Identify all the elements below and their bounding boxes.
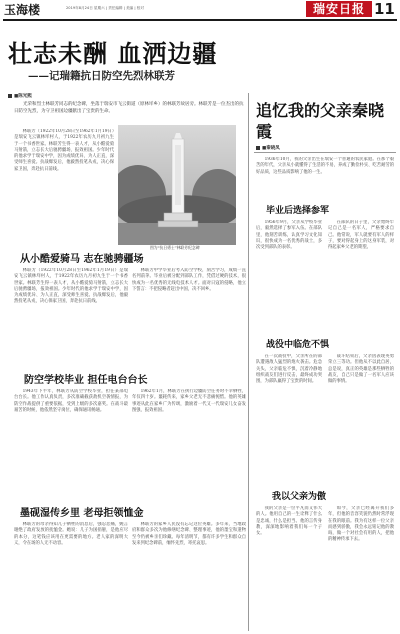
sub-headline: ——记瑞籍抗日防空先烈林联芳 [28,70,175,82]
right-article-rule [254,152,396,153]
page-number: 11 [374,0,395,18]
main-headline: 壮志未酬 血洒边疆 [8,39,218,68]
right-section-3-column-left: 我的父亲是一位平凡而又伟大的人。他用自己的一生诠释了什么是忠诚，什么是担当。他的言传身教，深深地影响着我们每一个子女。 [256,506,322,537]
section-3-column-right: 林联芳的家乡人民没有忘记这位英雄。多年来，当地政府和群众多次为他修缮纪念碑、整理事迹，他的墨宝和遗物至今仍被乡亲们珍藏。每年清明节，都有许多学生和群众自发来到纪念碑前，缅怀先烈，寄托哀思。 [132,522,246,546]
newspaper-logo: 瑞安日报 [306,1,372,17]
section-1-column-right: 林联芳中学毕业后考入防空学校，刻苦学习，成绩一直名列前茅。毕业后被分配到部队工作，凭借过硬的技术，很快成为一名优秀的无线电技术人才。面对日寇的侵略，他立下誓言：不把侵略者赶出中国，决不回乡。 [132,268,246,292]
section-2-column-right: 1962年1月，林联芳在执行边疆防空任务时不幸牺牲，年仅四十岁。噩耗传来，家乡父老无不悲痛惋惜。他的英雄事迹从此在家乡广为传颂，激励着一代又一代瑞安儿女奋发图强、报效祖国。 [132,389,246,413]
page-header [0,0,400,20]
article-byline: ■陈光熙 [8,93,32,99]
right-section-2-column-left: 在一次战役中，父亲所在的部队遭遇敌人猛烈的炮火袭击。危急关头，父亲临危不惧，沉着冷静地组织战友们进行反击，最终成功突围，为部队赢得了宝贵的时间。 [256,354,322,385]
section-1-column-left: 林联芳（1922年10月28日至1962年1月19日）是瑞安飞云镇林垟村人，于1922年农历九月初九生于一个书香世家。林联芳生得一表人才，从小酷爱骑马射箭，立志长大后驰骋疆场，报效祖国。少年时代的他求学于瑞安中学，因为成绩优异、为人正直，深受师生喜爱。抗战爆发后，他毅然投笔从戎，决心保家卫国，奔赴抗日前线。 [14,268,128,305]
right-article-title: 追忆我的父亲秦晓霞 [256,101,385,141]
section-name: 玉海楼 [4,3,41,17]
right-article-byline: ■秦晓凤 [256,145,280,151]
monument-image [118,125,236,245]
right-intro-paragraph: 1936年10月，我的父亲出生在瑞安一个普通的农民家庭。在那个艰苦的年代，父亲从小就懂得了生活的不易，养成了勤俭朴实、吃苦耐劳的好品质，这些品质影响了他的一生。 [256,157,394,175]
section-title-1: 从小酷爱骑马 志在驰骋疆场 [20,254,144,265]
right-section-3-column-right: 如今，父亲已经离开我们多年，但他的音容笑貌仍然时常浮现在我的眼前。我为有这样一位父亲而感到骄傲，我会永远铭记他的教诲，做一个对社会有用的人，把他的精神传承下去。 [328,506,394,543]
column-divider [248,93,249,631]
right-section-title-2: 战役中临危不惧 [266,340,330,350]
right-section-2-column-right: 战斗结束后，父亲因表现英勇荣立三等功。但他从不以此自居，总是说，真正的英雄是那些牺牲的战友，自己只是做了一名军人应该做的事情。 [328,354,394,385]
right-section-1-column-right: 在部队的日子里，父亲始终牢记自己是一名军人，严格要求自己。他常说，军人就要有军人的样子，要对得起身上的这身军装，对得起家乡父老的期望。 [328,220,394,251]
monument-photo [118,125,236,245]
intro-column: 林联芳（1922年10月28日至1962年1月19日）是瑞安飞云镇林垟村人，于1922年农历九月初九生于一个书香世家。林联芳生得一表人才，从小酷爱骑马射箭，立志长大后驰骋疆场，报效祖国。少年时代的他求学于瑞安中学，因为成绩优异、为人正直，深受师生喜爱。抗战爆发后，他毅然投笔从戎，决心保家卫国，奔赴抗日前线。 [14,129,114,172]
section-3-column-left: 林联芳的母亲得知儿子牺牲的消息后，强忍悲痛，婉言谢绝了政府发放的抚恤金。她说：儿子为国捐躯，是他应尽的本分，这笔钱应该用在更需要的地方。老人家的深明大义，令在场的人无不动容。 [14,522,128,546]
photo-caption: 图为“抗日勇士”林联芳纪念碑 [150,245,200,250]
lead-paragraph: 光荣和烈士林联芳同志的纪念碑，坐落于瑞安市飞云街道（原林垟乡）的林联芳故居旁。林联芳是一位杰出的抗日防空先烈，为守卫祖国边疆献出了宝贵的生命。 [14,102,244,114]
header-rule [3,19,397,21]
right-section-title-3: 我以父亲为傲 [272,492,327,502]
right-section-1-column-left: 1956年9月，父亲从学校毕业后，毅然选择了参军入伍。在部队里，他刻苦训练，认真学习文化知识，很快成为一名优秀的战士，多次受到部队的表彰。 [256,220,322,251]
section-title-3: 墨砚湿传乡里 老母拒领恤金 [20,508,144,519]
issue-meta: 2019年8月24日 星期六 | 责任编辑 | 美编 | 校对 [66,6,144,10]
section-2-column-left: 1943年下半年，林联芳从防空学校毕业，担任某部电台台长。他工作认真负责，多次准确截获敌机空袭情报，为防空作战提供了重要依据，受到上级的多次嘉奖。在战斗最艰苦的时候，他依然坚守岗位，确保通讯畅通。 [14,389,128,413]
section-title-2: 防空学校毕业 担任电台台长 [24,375,148,386]
right-section-title-1: 毕业后选择参军 [266,206,330,216]
